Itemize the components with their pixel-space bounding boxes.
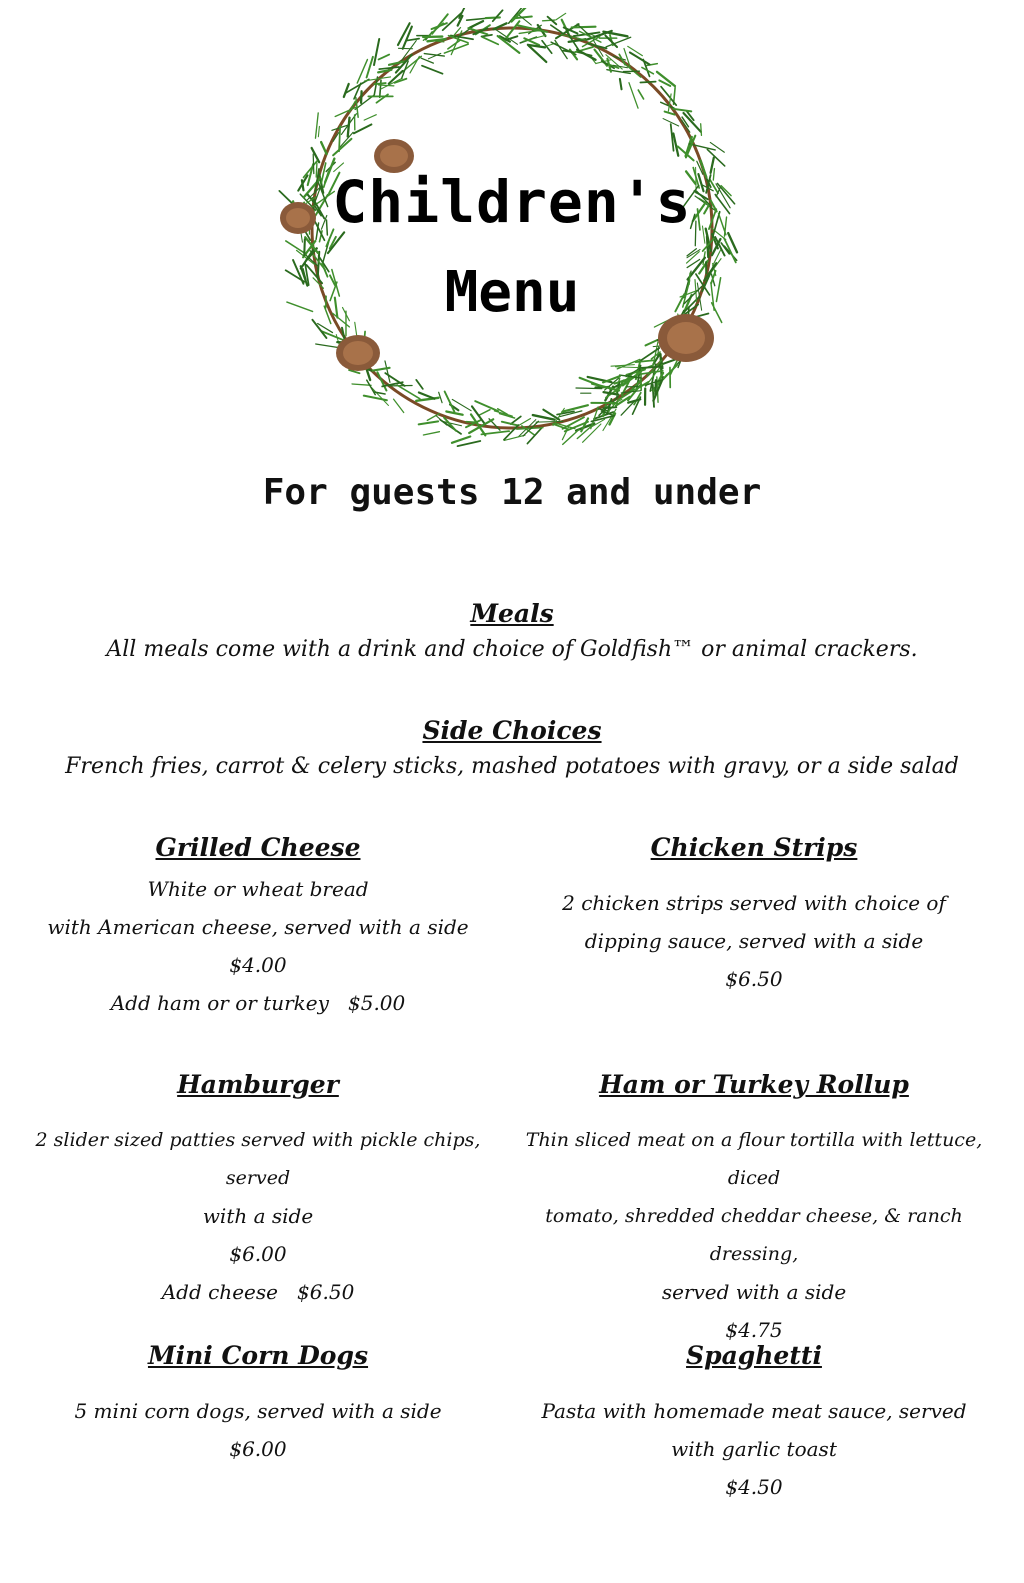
menu-item-grilled-cheese bbox=[8, 830, 508, 1022]
item-description: with American cheese, served with a side bbox=[47, 915, 469, 939]
meals-section bbox=[0, 596, 1024, 668]
item-addon: Add ham or or turkey $5.00 bbox=[110, 991, 406, 1015]
item-price: $4.00 bbox=[229, 953, 287, 977]
sides-section bbox=[0, 713, 1024, 785]
item-name: Spaghetti bbox=[686, 1341, 822, 1370]
menu-item-chicken-strips bbox=[504, 830, 1004, 998]
item-name: Ham or Turkey Rollup bbox=[599, 1070, 909, 1099]
item-price: $4.75 bbox=[725, 1318, 783, 1342]
menu-item-hamburger bbox=[8, 1067, 508, 1311]
item-description: Thin sliced meat on a flour tortilla with lettuce, diced bbox=[525, 1129, 983, 1189]
menu-title-line2: Menu bbox=[444, 260, 580, 325]
menu-item-spaghetti bbox=[504, 1338, 1004, 1506]
item-name: Hamburger bbox=[177, 1070, 339, 1099]
item-name: Chicken Strips bbox=[650, 833, 858, 862]
item-description: dipping sauce, served with a side bbox=[584, 929, 924, 953]
menu-item-rollup bbox=[504, 1067, 1004, 1349]
item-description: 2 slider sized patties served with pickle chips, served bbox=[35, 1129, 481, 1189]
item-price: $6.50 bbox=[725, 967, 783, 991]
item-description: 5 mini corn dogs, served with a side bbox=[74, 1399, 442, 1423]
menu-title-line1: Children's bbox=[332, 168, 692, 236]
item-price: $4.50 bbox=[725, 1475, 783, 1499]
item-addon: Add cheese $6.50 bbox=[161, 1280, 355, 1304]
item-description: tomato, shredded cheddar cheese, & ranch dressing, bbox=[545, 1205, 963, 1265]
item-description: White or wheat bread bbox=[147, 877, 369, 901]
item-description: served with a side bbox=[661, 1280, 847, 1304]
item-name: Mini Corn Dogs bbox=[147, 1341, 369, 1370]
menu-item-corn-dogs bbox=[8, 1338, 508, 1468]
item-description: with garlic toast bbox=[671, 1437, 837, 1461]
meals-heading: Meals bbox=[470, 599, 554, 628]
pinecone-icon bbox=[336, 335, 380, 371]
item-name: Grilled Cheese bbox=[155, 833, 361, 862]
meals-description: All meals come with a drink and choice of Goldfish™ or animal crackers. bbox=[106, 637, 918, 662]
sides-heading: Side Choices bbox=[422, 716, 602, 745]
item-description: with a side bbox=[202, 1204, 314, 1228]
menu-subtitle: For guests 12 and under bbox=[262, 472, 762, 513]
item-price: $6.00 bbox=[229, 1437, 287, 1461]
item-price: $6.00 bbox=[229, 1242, 287, 1266]
item-description: 2 chicken strips served with choice of bbox=[562, 891, 946, 915]
sides-description: French fries, carrot & celery sticks, mashed potatoes with gravy, or a side salad bbox=[65, 754, 959, 779]
item-description: Pasta with homemade meat sauce, served bbox=[541, 1399, 967, 1423]
